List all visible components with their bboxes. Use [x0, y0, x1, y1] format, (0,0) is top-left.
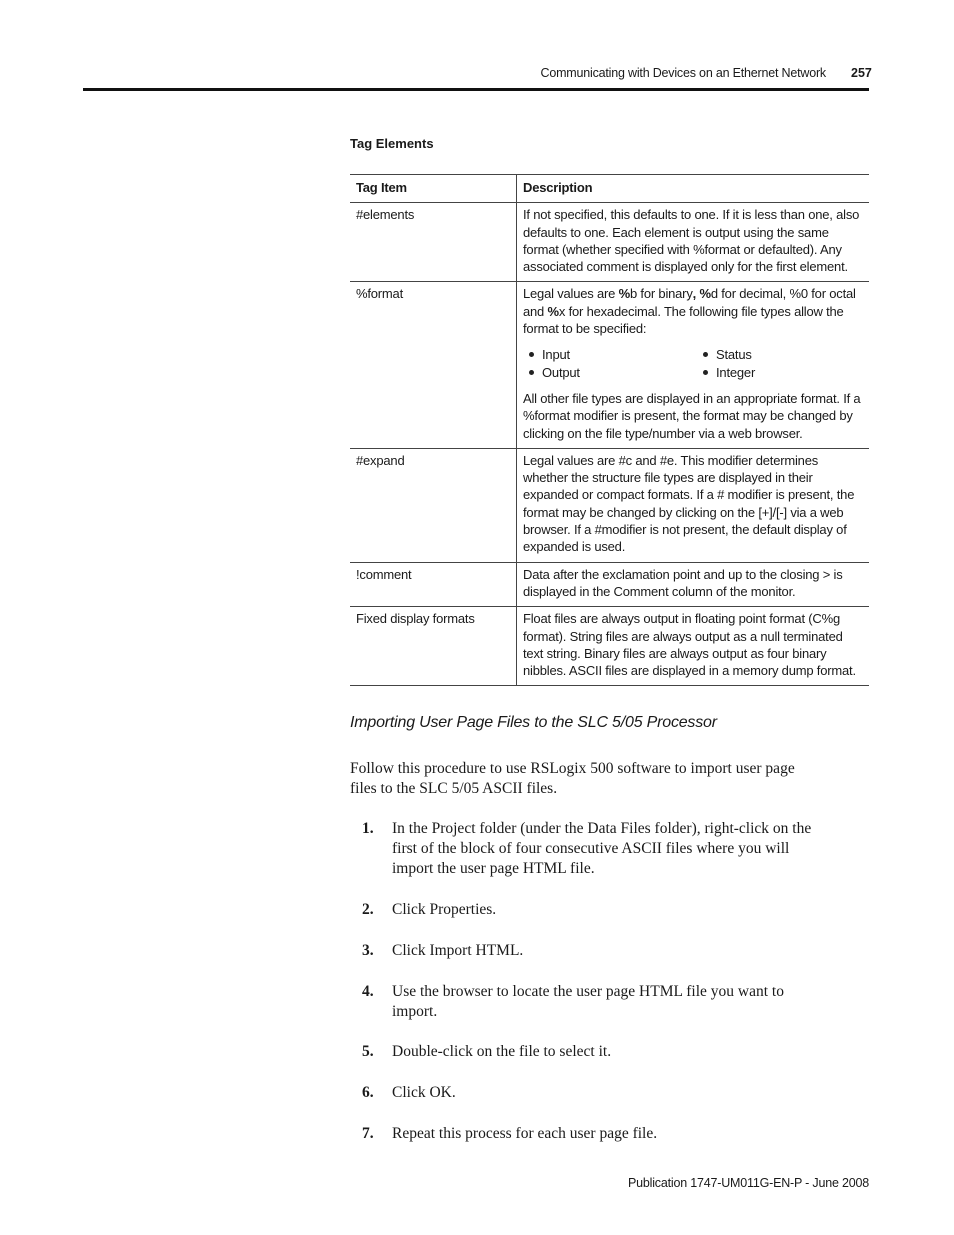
format-bold: %: [618, 286, 630, 302]
description-cell: Legal values are #c and #e. This modifier determines whether the structure file types are displayed in their expanded or compact formats. If a # modifier is present, the format may be changed by clicking on the [+]/[-] via a web browser. If a #modifier is not present, the default display of expanded is used.: [517, 448, 870, 562]
table-row: [350, 448, 869, 562]
list-item: [529, 346, 703, 363]
step-text: In the Project folder (under the Data Files folder), right-click on the first of the block of four consecutive ASCII files where you will import the user page HTML file.: [392, 820, 812, 877]
tag-elements-table: [350, 174, 869, 686]
list-item: [703, 364, 863, 381]
bullet-icon: [529, 370, 534, 375]
step-item: [350, 941, 820, 961]
step-text: Click OK.: [392, 1084, 456, 1101]
section-heading: Importing User Page Files to the SLC 5/05 Processor: [350, 714, 717, 731]
tag-item-cell: #elements: [350, 203, 517, 282]
step-number: 4.: [362, 983, 374, 1000]
format-text: x for hexadecimal. The following file types allow the format to be specified:: [523, 303, 844, 337]
tag-item-cell: !comment: [350, 562, 517, 607]
step-item: [350, 900, 820, 920]
tag-item-cell: %format: [350, 282, 517, 448]
bullet-icon: [703, 370, 708, 375]
step-item: [350, 1083, 820, 1103]
list-item-label: Integer: [716, 364, 756, 380]
bullet-icon: [703, 352, 708, 357]
step-text: Click Properties.: [392, 901, 497, 918]
step-item: [350, 819, 820, 879]
step-number: 3.: [362, 942, 374, 959]
file-type-list: [529, 346, 863, 381]
publication-footer: Publication 1747-UM011G-EN-P - June 2008: [628, 1176, 869, 1190]
step-text: Click Import HTML.: [392, 942, 524, 959]
page-number: 257: [851, 66, 872, 80]
format-description-note: All other file types are displayed in an appropriate format. If a %format modifier is present, the format may be changed by clicking on the file type/number via a web browser.: [523, 390, 861, 441]
column-header-description: Description: [517, 175, 870, 203]
table-row: [350, 203, 869, 282]
list-item-label: Status: [716, 347, 752, 363]
tag-item-cell: #expand: [350, 448, 517, 562]
table-row: [350, 282, 869, 448]
description-cell: Data after the exclamation point and up to the closing > is displayed in the Comment column of the monitor.: [517, 562, 870, 607]
bullet-icon: [529, 352, 534, 357]
step-item: [350, 982, 820, 1022]
intro-paragraph: Follow this procedure to use RSLogix 500 software to import user page files to the SLC 5/05 ASCII files.: [350, 760, 795, 797]
running-header: Communicating with Devices on an Ethernet Network: [540, 66, 826, 80]
description-cell: [517, 282, 870, 448]
table-row: [350, 607, 869, 686]
step-text: Use the browser to locate the user page HTML file you want to import.: [392, 983, 784, 1020]
table-title: Tag Elements: [350, 136, 434, 151]
step-number: 1.: [362, 820, 374, 837]
step-item: [350, 1124, 820, 1144]
column-header-tag-item: Tag Item: [350, 175, 517, 203]
header-rule: [83, 88, 869, 91]
format-bold: , %: [692, 286, 711, 302]
table-row: [350, 562, 869, 607]
description-cell: Float files are always output in floating point format (C%g format). String files are always output as a null terminated text string. Binary files are always output as four binary nibbles. ASCII files are displayed in a memory dump format.: [517, 607, 870, 686]
format-text: b for binary: [629, 286, 693, 302]
tag-item-cell: Fixed display formats: [350, 607, 517, 686]
list-item: [703, 346, 863, 363]
step-number: 2.: [362, 901, 374, 918]
step-text: Repeat this process for each user page file.: [392, 1125, 658, 1142]
list-item-label: Output: [542, 364, 580, 380]
step-item: [350, 1042, 820, 1062]
format-text: d for decimal, %0 for octal and: [523, 286, 856, 319]
format-bold: %: [547, 303, 559, 319]
step-text: Double-click on the file to select it.: [392, 1043, 612, 1060]
format-text: Legal values are: [523, 286, 619, 302]
format-description: [523, 285, 863, 337]
description-cell: If not specified, this defaults to one. If it is less than one, also defaults to one. Each element is output using the same format (whether specified with %format or defaulted). Any associated comment is displayed only for the first element.: [517, 203, 870, 282]
step-number: 5.: [362, 1043, 374, 1060]
list-item: [529, 364, 703, 381]
list-item-label: Input: [542, 347, 570, 363]
step-number: 7.: [362, 1125, 374, 1142]
step-number: 6.: [362, 1084, 374, 1101]
table-header-row: [350, 175, 869, 203]
